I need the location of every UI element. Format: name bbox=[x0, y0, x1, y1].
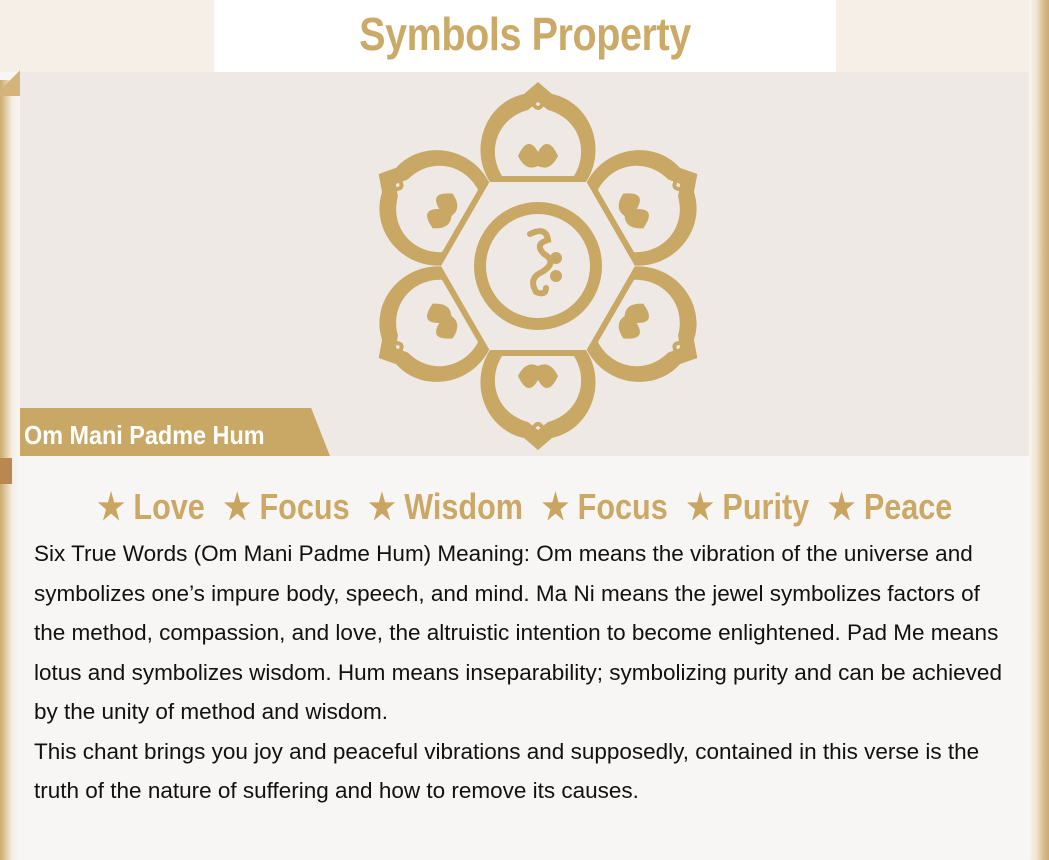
quality-label: Peace bbox=[863, 486, 952, 527]
quality-item bbox=[223, 486, 349, 527]
star-icon: ★ bbox=[686, 486, 714, 527]
quality-item bbox=[541, 486, 667, 527]
description-paragraph: This chant brings you joy and peaceful vibrations and supposedly, contained in this verse is the truth of the nature of suffering and how to remove its causes. bbox=[34, 738, 980, 803]
mantra-label: Om Mani Padme Hum bbox=[24, 420, 265, 450]
right-border-trim bbox=[1029, 0, 1049, 860]
description bbox=[34, 534, 1014, 811]
qualities-row bbox=[0, 486, 1049, 528]
quality-item bbox=[827, 486, 951, 527]
description-paragraph: Six True Words (Om Mani Padme Hum) Meaning: Om means the vibration of the universe and symbolizes one’s impure body, speech, and mind. Ma Ni means the jewel symbolizes factors of the method, compassion, and love, the altruistic intention to become enlightened. Pad Me means lotus and symbolizes wisdom. Hum means inseparability; symbolizing purity and can be achieved by the unity of method and wisdom. bbox=[34, 541, 1002, 724]
om-mani-lotus-mandala-icon bbox=[338, 82, 738, 450]
star-icon: ★ bbox=[541, 486, 569, 527]
quality-label: Focus bbox=[259, 486, 350, 527]
star-icon: ★ bbox=[223, 486, 251, 527]
left-border-notch bbox=[0, 458, 12, 484]
hum-dot-shape bbox=[550, 270, 562, 282]
quality-item bbox=[368, 486, 523, 527]
quality-label: Wisdom bbox=[403, 486, 523, 527]
star-icon: ★ bbox=[827, 486, 855, 527]
hum-dot-shape bbox=[550, 252, 562, 264]
page-title: Symbols Property bbox=[359, 8, 691, 60]
star-icon: ★ bbox=[367, 486, 396, 527]
quality-item bbox=[686, 486, 809, 527]
star-icon: ★ bbox=[97, 486, 125, 527]
quality-label: Purity bbox=[722, 486, 809, 527]
quality-item bbox=[97, 486, 204, 527]
quality-label: Focus bbox=[577, 486, 668, 527]
quality-label: Love bbox=[133, 486, 205, 527]
